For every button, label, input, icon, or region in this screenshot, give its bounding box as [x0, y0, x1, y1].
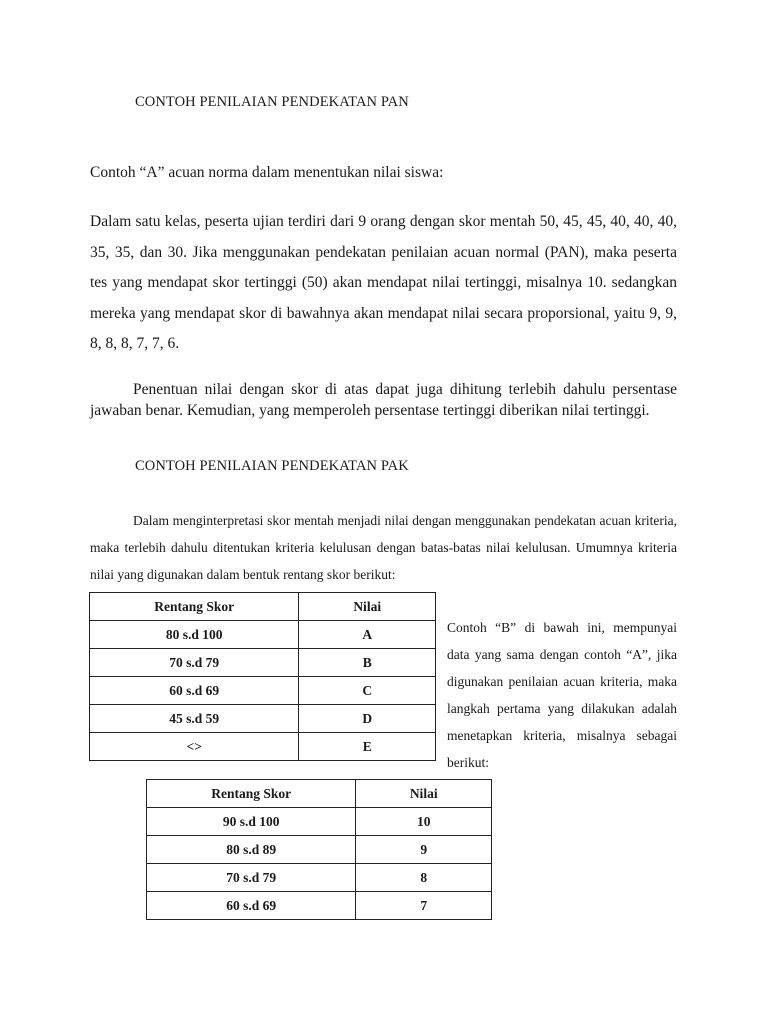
heading-pak: CONTOH PENILAIAN PENDEKATAN PAK: [135, 458, 409, 474]
table-header-cell: Nilai: [356, 780, 492, 808]
table-cell: 7: [356, 892, 492, 920]
table-cell: 80 s.d 89: [147, 836, 356, 864]
table-header-row: [90, 593, 436, 621]
table-cell: 60 s.d 69: [90, 677, 299, 705]
table-row: [147, 892, 492, 920]
table-cell: D: [299, 705, 436, 733]
table-cell: <>: [90, 733, 299, 761]
example-a-intro: Contoh “A” acuan norma dalam menentukan nilai siswa:: [90, 164, 444, 181]
table-cell: C: [299, 677, 436, 705]
criteria-table-letter: [89, 592, 436, 761]
table-row: [147, 836, 492, 864]
paragraph-percent: Penentuan nilai dengan skor di atas dapat juga dihitung terlebih dahulu persentase jawaban benar. Kemudian, yang memperoleh persentase tertinggi diberikan nilai tertinggi.: [90, 381, 677, 419]
table-cell: 9: [356, 836, 492, 864]
paragraph-pak: Dalam menginterpretasi skor mentah menjadi nilai dengan menggunakan pendekatan acuan kriteria, maka terlebih dahulu ditentukan kriteria kelulusan dengan batas-batas nilai kelulusan. Umumnya kriteria nilai yang digunakan dalam bentuk rentang skor berikut:: [90, 513, 677, 582]
table-row: [90, 705, 436, 733]
table-header-cell: Rentang Skor: [90, 593, 299, 621]
table-cell: A: [299, 621, 436, 649]
table-cell: 70 s.d 79: [147, 864, 356, 892]
table-cell: 70 s.d 79: [90, 649, 299, 677]
heading-pan: CONTOH PENILAIAN PENDEKATAN PAN: [135, 94, 409, 110]
table-cell: B: [299, 649, 436, 677]
paragraph-pan: Dalam satu kelas, peserta ujian terdiri dari 9 orang dengan skor mentah 50, 45, 45, 40, 40, 40, 35, 35, dan 30. Jika menggunakan pendekatan penilaian acuan normal (PAN), maka peserta tes yang mendapat skor tertinggi (50) akan mendapat nilai tertinggi, misalnya 10. sedangkan mereka yang mendapat skor di bawahnya akan mendapat nilai secara proporsional, yaitu 9, 9, 8, 8, 8, 7, 7, 6.: [90, 213, 677, 352]
example-b-side-text: Contoh “B” di bawah ini, mempunyai data yang sama dengan contoh “A”, jika digunakan penilaian acuan kriteria, maka langkah pertama yang dilakukan adalah menetapkan kriteria, misalnya sebagai berikut:: [447, 620, 677, 770]
table-header-row: [147, 780, 492, 808]
table-row: [147, 864, 492, 892]
table-cell: 60 s.d 69: [147, 892, 356, 920]
table-cell: E: [299, 733, 436, 761]
table-row: [147, 808, 492, 836]
table-row: [90, 621, 436, 649]
table-row: [90, 649, 436, 677]
table-header-cell: Nilai: [299, 593, 436, 621]
table-cell: 8: [356, 864, 492, 892]
table-row: [90, 733, 436, 761]
criteria-table-numeric: [146, 779, 492, 920]
table-cell: 10: [356, 808, 492, 836]
table-row: [90, 677, 436, 705]
table-cell: 45 s.d 59: [90, 705, 299, 733]
table-header-cell: Rentang Skor: [147, 780, 356, 808]
table-cell: 90 s.d 100: [147, 808, 356, 836]
table-cell: 80 s.d 100: [90, 621, 299, 649]
